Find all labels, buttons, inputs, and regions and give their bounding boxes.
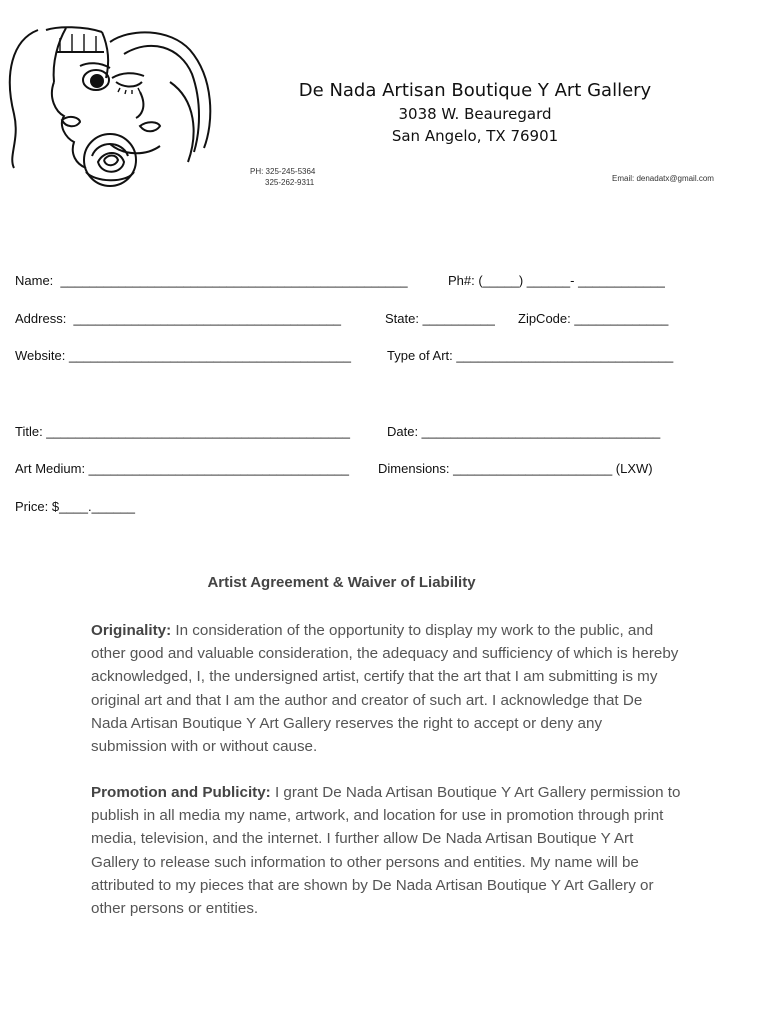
website-field[interactable]: Website: _______________________________________ xyxy=(15,348,351,363)
business-name: De Nada Artisan Boutique Y Art Gallery xyxy=(298,80,652,101)
originality-paragraph xyxy=(91,619,681,758)
phone-field[interactable]: Ph#: (_____) ______- ____________ xyxy=(448,273,665,288)
address-field[interactable]: Address: _____________________________________ xyxy=(15,311,342,326)
art-medium-field[interactable]: Art Medium: ____________________________________ xyxy=(15,461,349,476)
originality-text: In consideration of the opportunity to display my work to the public, and other good and valuable consideration, the adequacy and sufficiency of which is hereby acknowledged, I, the undersigned artist, certify that the art that I am submitting is my original art and that I am the author and creator of such art. I acknowledge that De Nada Artisan Boutique Y Art Gallery reserves the right to accept or deny any submission with or without cause. xyxy=(91,622,679,756)
price-field[interactable]: Price: $____.______ xyxy=(15,499,135,514)
date-field[interactable]: Date: _________________________________ xyxy=(387,424,661,439)
title-field[interactable]: Title: __________________________________________ xyxy=(15,424,350,439)
promotion-paragraph xyxy=(91,781,681,920)
street-address: 3038 W. Beauregard xyxy=(398,105,552,123)
originality-label: Originality: xyxy=(91,622,172,639)
promotion-label: Promotion and Publicity: xyxy=(91,784,271,801)
agreement-heading: Artist Agreement & Waiver of Liability xyxy=(207,574,476,591)
phone-number-2: 325-262-9311 xyxy=(265,178,315,187)
type-of-art-field[interactable]: Type of Art: ______________________________ xyxy=(387,348,674,363)
two-faces-rose-logo xyxy=(0,22,225,194)
state-field[interactable]: State: __________ xyxy=(385,311,495,326)
dimensions-field[interactable]: Dimensions: ______________________ (LXW) xyxy=(378,461,653,476)
email-address: Email: denadatx@gmail.com xyxy=(612,174,714,183)
phone-number-1: PH: 325-245-5364 xyxy=(250,167,316,176)
name-field[interactable]: Name: ________________________________________________ xyxy=(15,273,408,288)
promotion-text: I grant De Nada Artisan Boutique Y Art Gallery permission to publish in all media my name, artwork, and location for use in promotion through print media, television, and the internet. I further allow De Nada Artisan Boutique Y Art Gallery to release such information to other persons and entities. My name will be attributed to my pieces that are shown by De Nada Artisan Boutique Y Art Gallery or other persons or entities. xyxy=(91,784,681,918)
zipcode-field[interactable]: ZipCode: _____________ xyxy=(518,311,669,326)
city-state-zip: San Angelo, TX 76901 xyxy=(391,127,559,145)
